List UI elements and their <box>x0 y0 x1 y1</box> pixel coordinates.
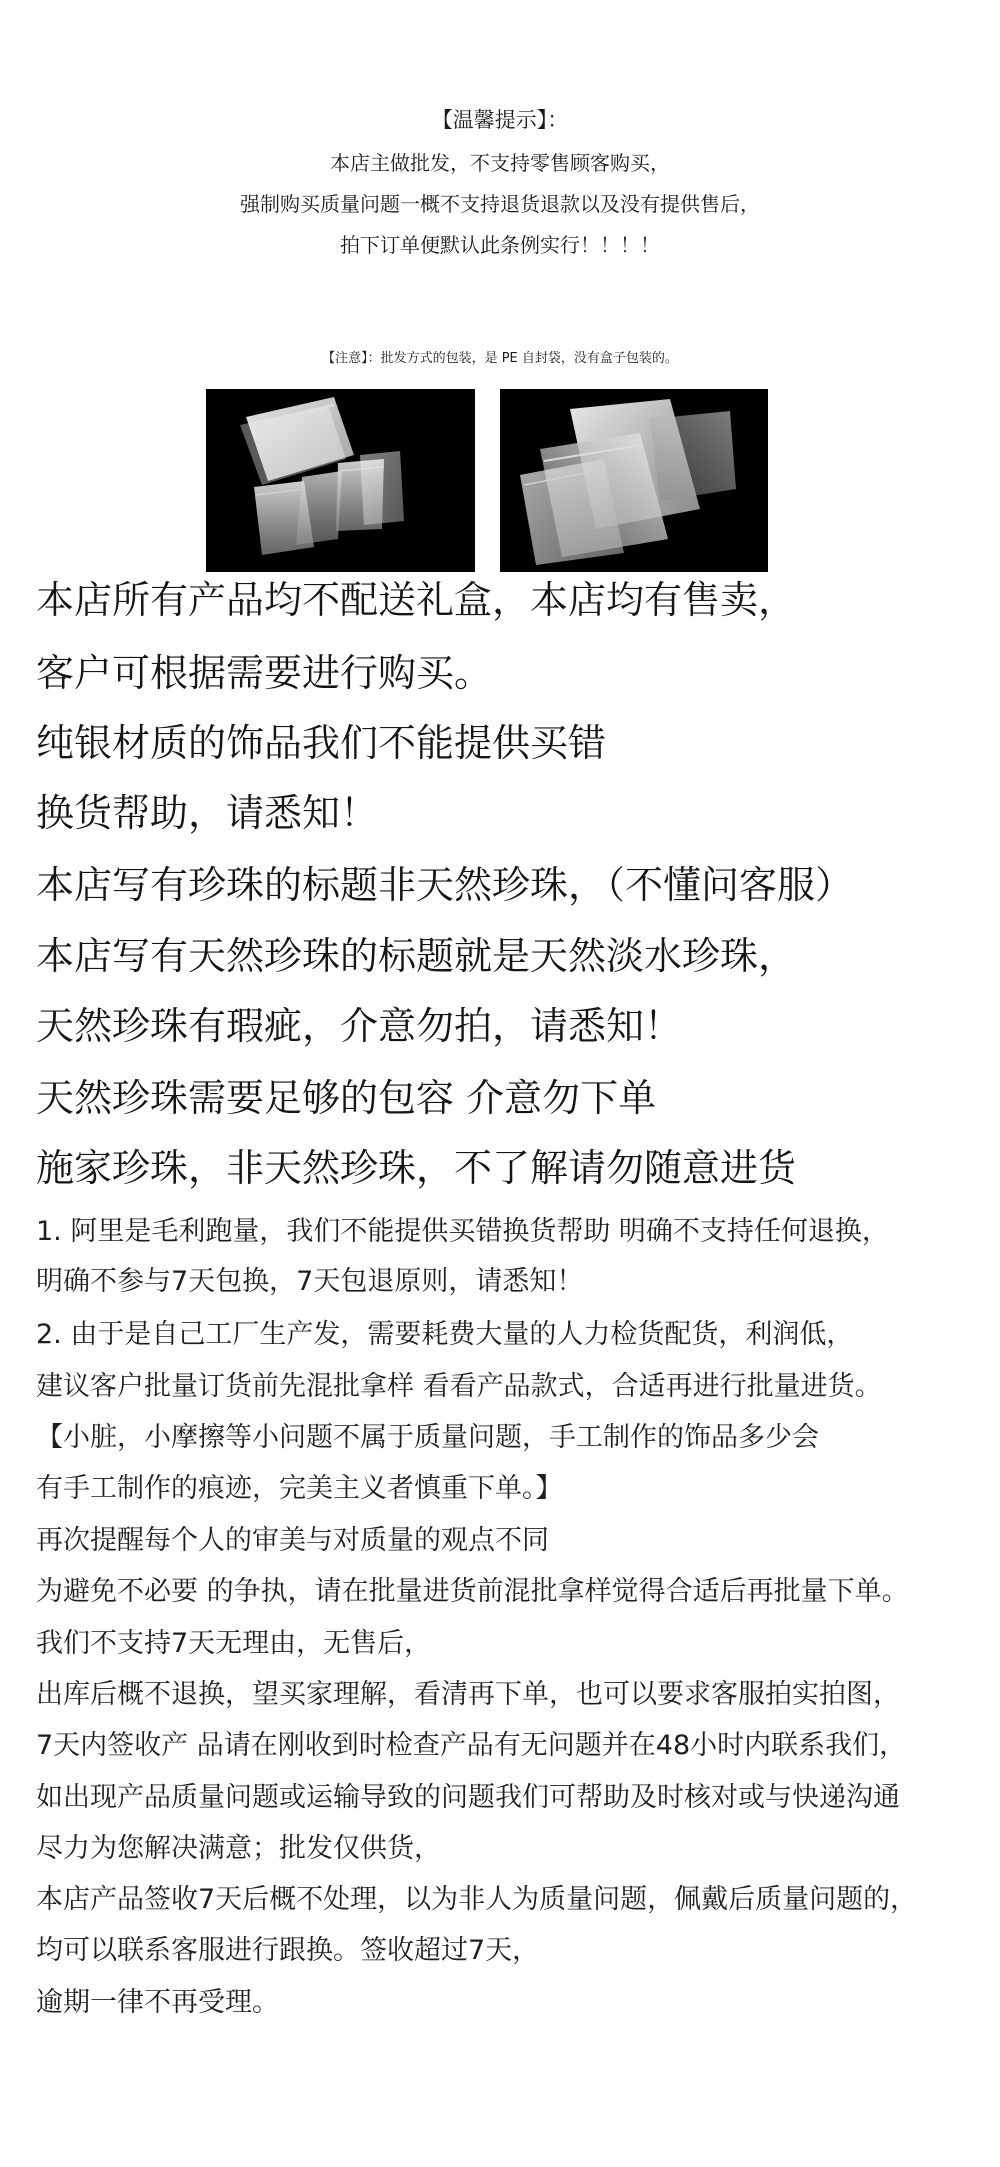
pe-bags-photo-large <box>500 389 768 572</box>
tip-line-3: 拍下订单便默认此条例实行！！！！ <box>340 233 660 257</box>
tip-line-2: 强制购买质量问题一概不支持退货退款以及没有提供售后， <box>240 192 760 216</box>
policy-line-6: 有手工制作的痕迹，完美主义者慎重下单。】 <box>36 1473 563 1504</box>
policy-line-16: 逾期一律不再受理。 <box>36 1987 279 2018</box>
pe-bags-photo-small <box>206 389 475 572</box>
policy-line-13: 尽力为您解决满意；批发仅供货， <box>36 1833 441 1864</box>
policy-line-11: 7天内签收产 品请在刚收到时检查产品有无问题并在48小时内联系我们， <box>36 1730 907 1761</box>
policy-line-2: 明确不参与7天包换，7天包退原则，请悉知！ <box>36 1266 584 1297</box>
policy-line-14: 本店产品签收7天后概不处理，以为非人为质量问题，佩戴后质量问题的， <box>36 1884 918 1915</box>
packaging-note: 【注意】：批发方式的包装，是 PE 自封袋，没有盒子包装的。 <box>322 351 678 366</box>
policy-big-line-1: 本店所有产品均不配送礼盒，本店均有售卖， <box>36 578 797 622</box>
policy-big-line-2: 客户可根据需要进行购买。 <box>36 651 493 695</box>
policy-line-15: 均可以联系客服进行跟换。签收超过7天， <box>36 1935 540 1966</box>
policy-line-5: 【小脏，小摩擦等小问题不属于质量问题，手工制作的饰品多少会 <box>36 1422 819 1453</box>
policy-big-line-3: 纯银材质的饰品我们不能提供买错 <box>36 721 607 765</box>
policy-line-12: 如出现产品质量问题或运输导致的问题我们可帮助及时核对或与快递沟通 <box>36 1782 900 1813</box>
policy-big-line-5: 本店写有珍珠的标题非天然珍珠，（不懂问客服） <box>36 863 854 907</box>
policy-line-3: 2. 由于是自己工厂生产发，需要耗费大量的人力检货配货，利润低， <box>36 1319 854 1350</box>
policy-big-line-7: 天然珍珠有瑕疵，介意勿拍，请悉知！ <box>36 1004 683 1048</box>
policy-line-9: 我们不支持7天无理由，无售后， <box>36 1628 432 1659</box>
tip-line-1: 本店主做批发，不支持零售顾客购买， <box>330 151 670 175</box>
policy-line-10: 出库后概不退换，望买家理解，看清再下单，也可以要求客服拍实拍图， <box>36 1679 900 1710</box>
policy-line-1: 1. 阿里是毛利跑量，我们不能提供买错换货帮助 明确不支持任何退换， <box>36 1216 889 1247</box>
policy-line-8: 为避免不必要 的争执，请在批量进货前混批拿样觉得合适后再批量下单。 <box>36 1576 909 1607</box>
policy-line-7: 再次提醒每个人的审美与对质量的观点不同 <box>36 1525 549 1556</box>
policy-big-line-9: 施家珍珠，非天然珍珠，不了解请勿随意进货 <box>36 1146 797 1190</box>
policy-big-line-4: 换货帮助，请悉知！ <box>36 791 379 835</box>
policy-big-line-6: 本店写有天然珍珠的标题就是天然淡水珍珠， <box>36 934 797 978</box>
policy-line-4: 建议客户批量订货前先混批拿样 看看产品款式，合适再进行批量进货。 <box>36 1371 882 1402</box>
policy-big-line-8: 天然珍珠需要足够的包容 介意勿下单 <box>36 1076 657 1120</box>
tip-title: 【温馨提示】： <box>431 108 569 132</box>
